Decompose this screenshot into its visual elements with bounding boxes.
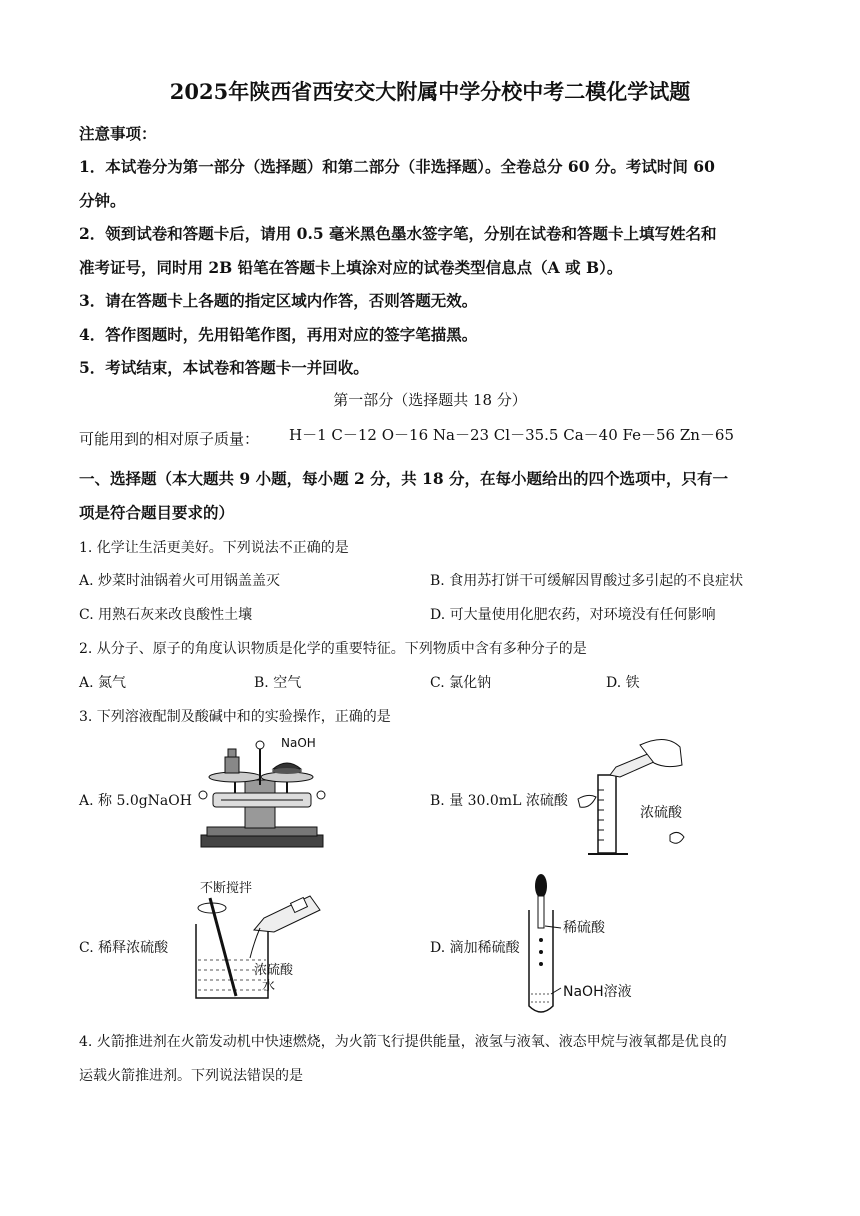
notice-item-1-line-2: 分钟。: [79, 191, 126, 210]
q3-option-b: B. 量 30.0mL 浓硫酸: [430, 793, 568, 809]
q1-option-d: D. 可大量使用化肥农药，对环境没有任何影响: [430, 607, 716, 623]
q4-stem-line-2: 运载火箭推进剂。下列说法错误的是: [79, 1068, 303, 1084]
notice-item-2-line-2: 准考证号，同时用 2B 铅笔在答题卡上填涂对应的试卷类型信息点（A 或 B）。: [79, 258, 623, 277]
q3-option-c: C. 稀释浓硫酸: [79, 940, 169, 956]
q2-option-d: D. 铁: [606, 675, 640, 691]
q3-option-d: D. 滴加稀硫酸: [430, 940, 520, 956]
q1-stem: 1. 化学让生活更美好。下列说法不正确的是: [79, 540, 349, 556]
figure-c-label-water: 水: [262, 979, 276, 994]
q2-option-c: C. 氯化钠: [430, 675, 492, 691]
q1-option-c: C. 用熟石灰来改良酸性土壤: [79, 607, 253, 623]
notice-item-5: 5．考试结束，本试卷和答题卡一并回收。: [79, 358, 369, 377]
figure-c-label-acid: 浓硫酸: [254, 963, 294, 978]
q2-option-a: A. 氮气: [79, 675, 127, 691]
dilution-figure: [180, 880, 340, 1008]
notice-item-1-line-1: 1．本试卷分为第一部分（选择题）和第二部分（非选择题）。全卷总分 60 分。考试时间 60: [79, 157, 715, 176]
q1-option-b: B. 食用苏打饼干可缓解因胃酸过多引起的不良症状: [430, 573, 744, 589]
atomic-mass-values: H－1 C－12 O－16 Na－23 Cl－35.5 Ca－40 Fe－56 Zn－65: [289, 426, 735, 444]
cylinder-figure: [570, 735, 710, 865]
figure-d-label-acid: 稀硫酸: [563, 920, 605, 936]
notice-heading: 注意事项：: [79, 124, 157, 143]
q4-stem-line-1: 4. 火箭推进剂在火箭发动机中快速燃烧，为火箭飞行提供能量，液氢与液氧、液态甲烷与液氧都是优良的: [79, 1034, 727, 1050]
figure-d-label-base: NaOH溶液: [563, 984, 632, 1000]
q3-option-a: A. 称 5.0gNaOH: [79, 793, 192, 809]
q2-option-b: B. 空气: [254, 675, 302, 691]
figure-c-label-stir: 不断搅拌: [200, 881, 253, 896]
page-title: 2025年陕西省西安交大附属中学分校中考二模化学试题: [169, 79, 691, 104]
notice-item-3: 3．请在答题卡上各题的指定区域内作答，否则答题无效。: [79, 291, 478, 310]
q1-option-a: A. 炒菜时油锅着火可用锅盖盖灭: [79, 573, 281, 589]
section-one-line-1: 一、选择题（本大题共 9 小题，每小题 2 分，共 18 分，在每小题给出的四个选项中，只有一: [79, 469, 729, 488]
q2-stem: 2. 从分子、原子的角度认识物质是化学的重要特征。下列物质中含有多种分子的是: [79, 641, 587, 657]
dropper-figure: [525, 870, 655, 1020]
q3-stem: 3. 下列溶液配制及酸碱中和的实验操作，正确的是: [79, 709, 391, 725]
figure-a-label: NaOH: [281, 736, 316, 750]
notice-item-2-line-1: 2．领到试卷和答题卡后，请用 0.5 毫米黑色墨水签字笔，分别在试卷和答题卡上填写姓名和: [79, 224, 717, 243]
balance-figure: [195, 735, 335, 860]
notice-item-4: 4．答作图题时，先用铅笔作图，再用对应的签字笔描黑。: [79, 325, 478, 344]
atomic-mass-label: 可能用到的相对原子质量：: [79, 430, 260, 448]
figure-b-label: 浓硫酸: [640, 805, 682, 821]
section-one-line-2: 项是符合题目要求的）: [79, 503, 235, 522]
part-one-heading: 第一部分（选择题共 18 分）: [333, 391, 527, 409]
